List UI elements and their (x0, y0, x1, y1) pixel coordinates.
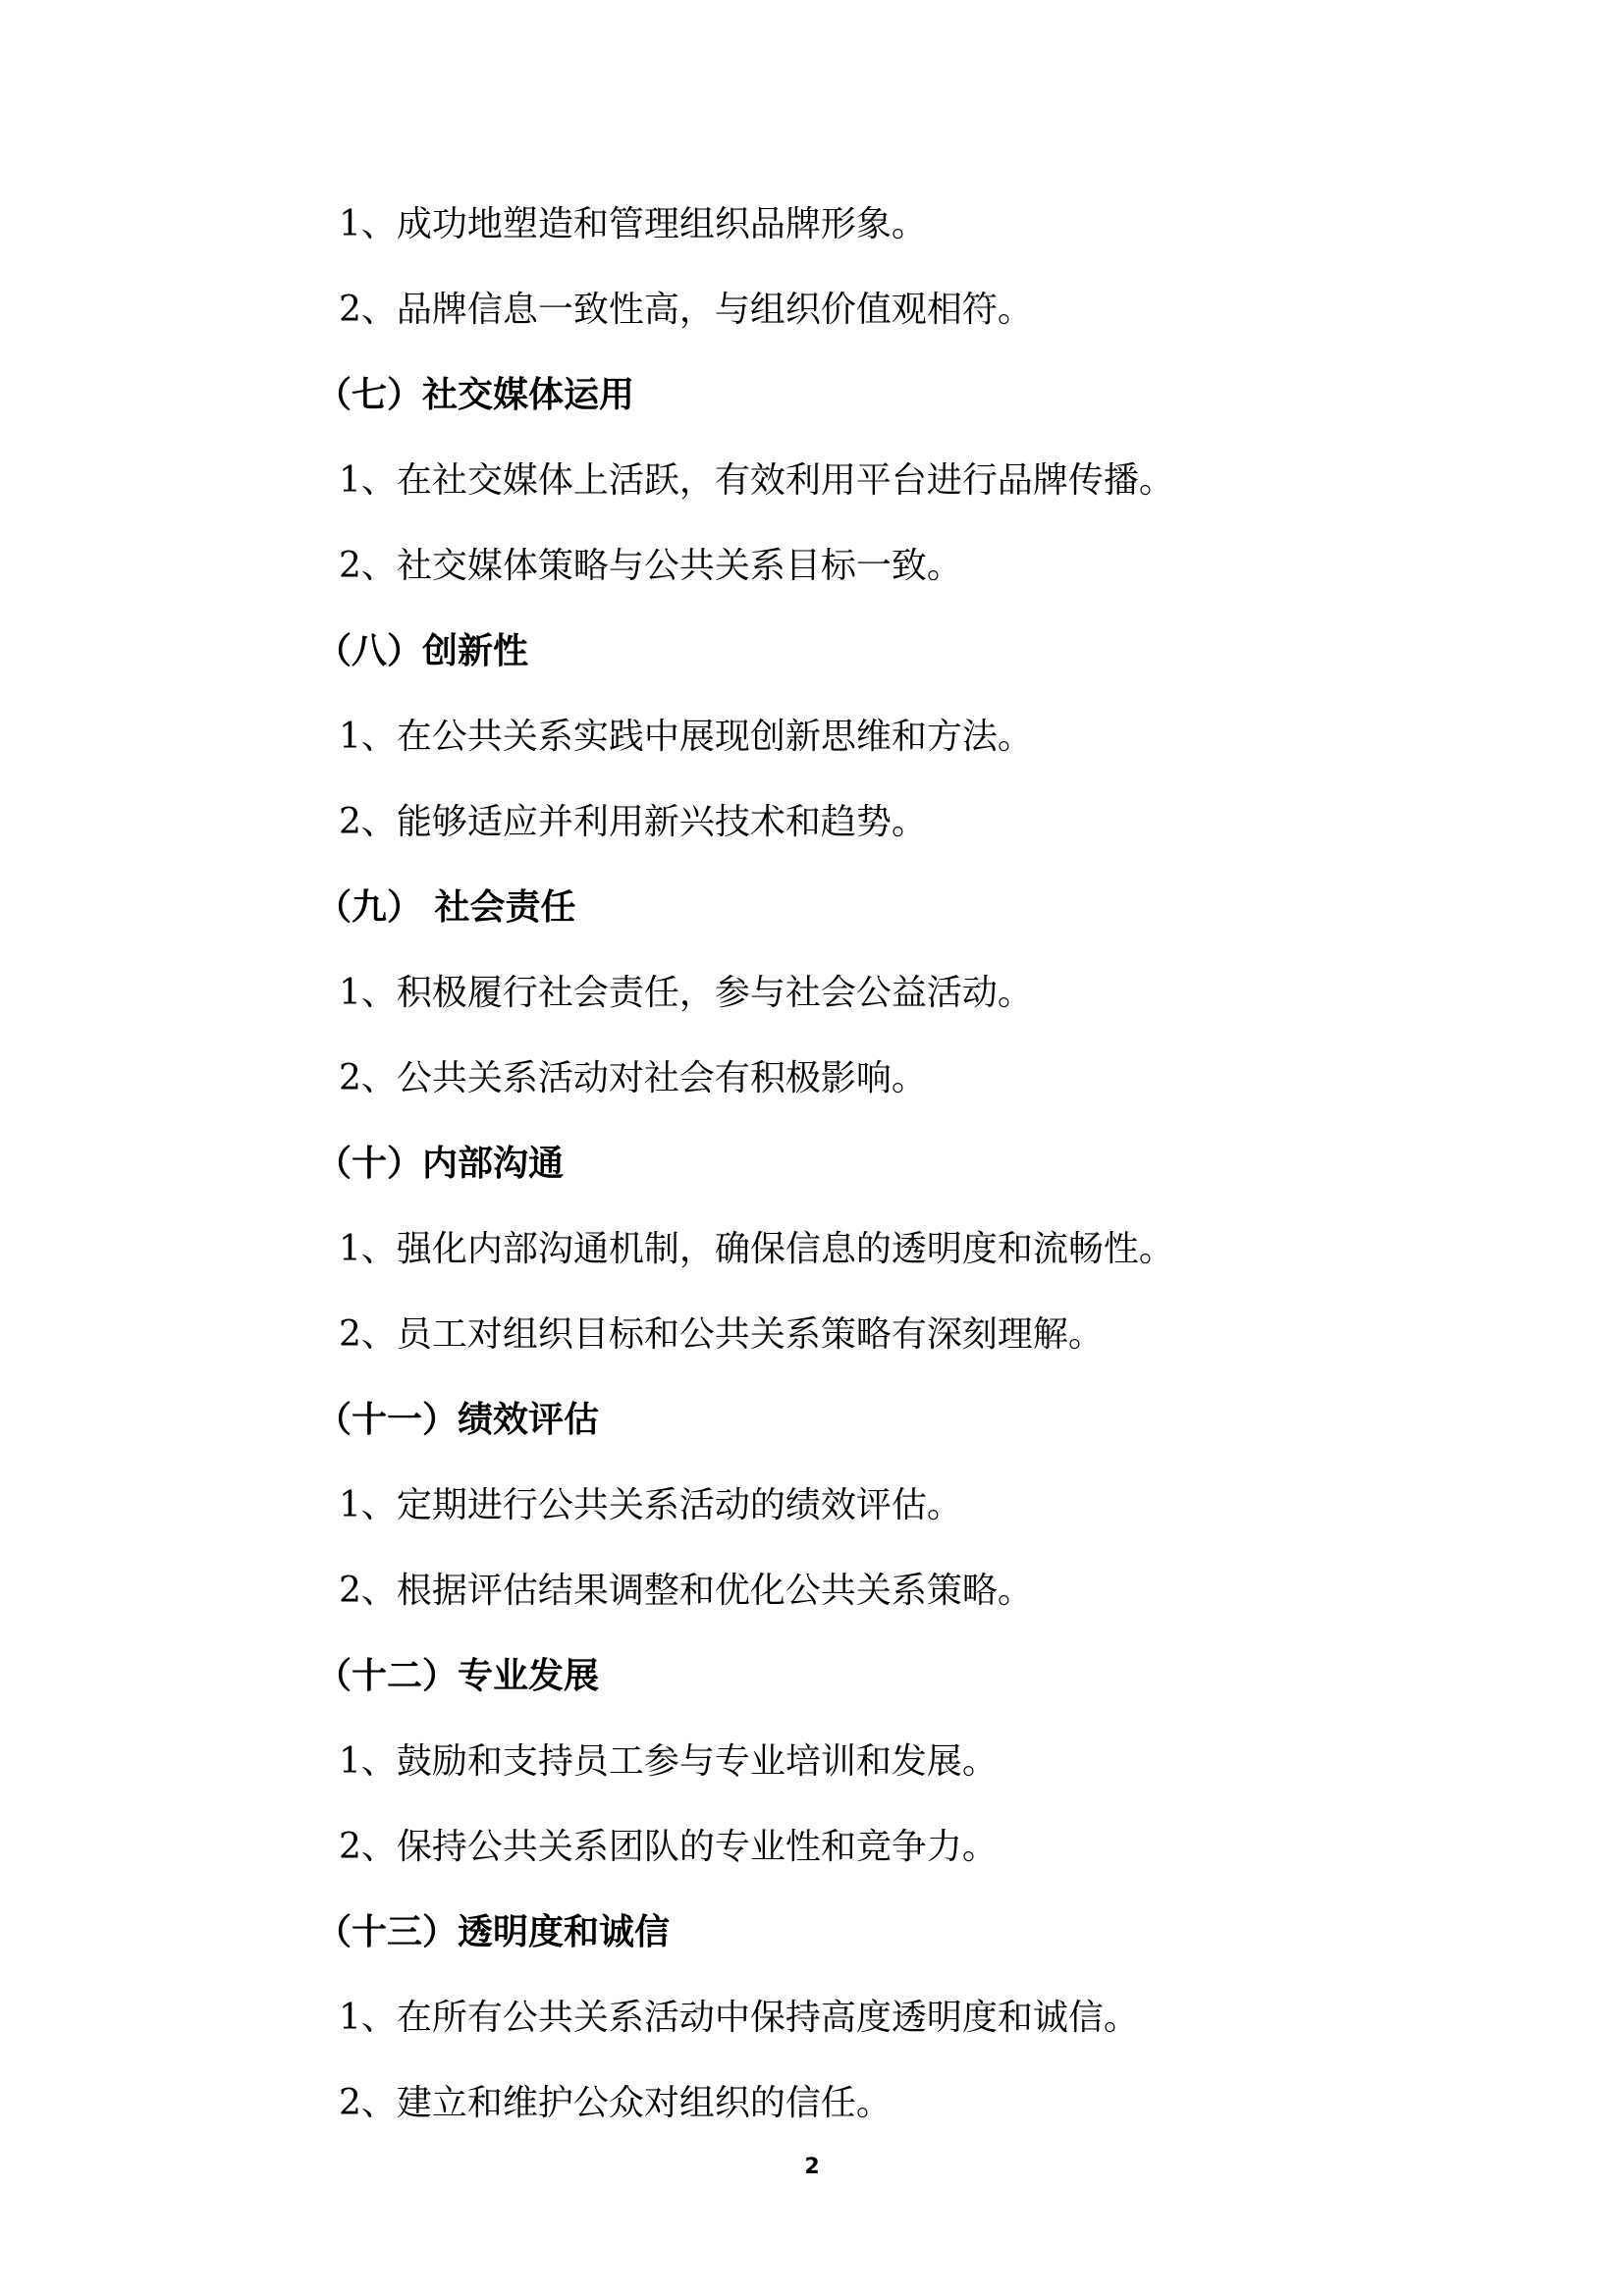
list-item: 2、品牌信息一致性高，与组织价值观相符。 (339, 290, 1033, 330)
list-item: 1、积极履行社会责任，参与社会公益活动。 (339, 973, 1033, 1013)
list-item: 1、鼓励和支持员工参与专业培训和发展。 (339, 1741, 998, 1782)
list-item: 2、员工对组织目标和公共关系策略有深刻理解。 (339, 1314, 1104, 1355)
list-item: 1、在社交媒体上活跃，有效利用平台进行品牌传播。 (339, 460, 1174, 501)
section-heading: （十二）专业发展 (316, 1656, 600, 1696)
section-heading: （十一）绩效评估 (316, 1400, 600, 1440)
section-heading: （八）创新性 (316, 631, 529, 671)
list-item: 1、在所有公共关系活动中保持高度透明度和诚信。 (339, 1998, 1139, 2038)
list-item: 1、在公共关系实践中展现创新思维和方法。 (339, 717, 1033, 757)
section-heading: （十）内部沟通 (316, 1144, 565, 1184)
list-item: 2、保持公共关系团队的专业性和竞争力。 (339, 1827, 998, 1867)
list-item: 1、定期进行公共关系活动的绩效评估。 (339, 1485, 962, 1525)
list-item: 2、能够适应并利用新兴技术和趋势。 (339, 802, 927, 842)
list-item: 2、根据评估结果调整和优化公共关系策略。 (339, 1571, 1033, 1611)
list-item: 2、公共关系活动对社会有积极影响。 (339, 1058, 927, 1098)
list-item: 2、建立和维护公众对组织的信任。 (339, 2083, 892, 2123)
section-heading: （九） 社会责任 (316, 887, 576, 928)
list-item: 1、强化内部沟通机制，确保信息的透明度和流畅性。 (339, 1229, 1174, 1269)
list-item: 1、成功地塑造和管理组织品牌形象。 (339, 204, 927, 244)
section-heading: （十三）透明度和诚信 (316, 1912, 671, 1952)
page-number: 2 (804, 2155, 820, 2179)
section-heading: （七）社交媒体运用 (316, 375, 635, 415)
list-item: 2、社交媒体策略与公共关系目标一致。 (339, 546, 962, 586)
